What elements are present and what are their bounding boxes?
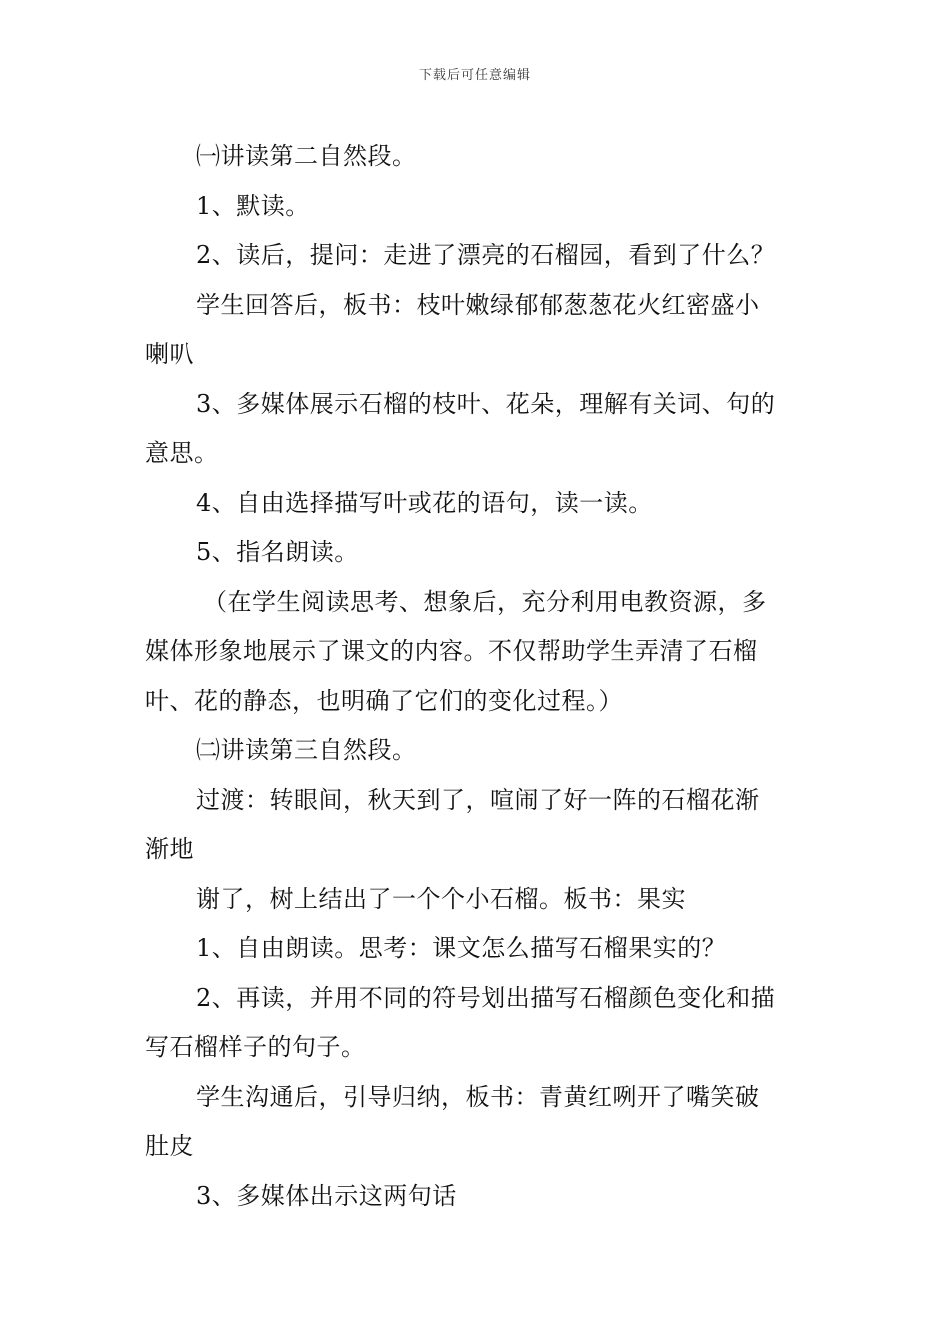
paragraph-line: 谢了，树上结出了一个个小石榴。板书：果实 <box>196 884 686 913</box>
paragraph-line: 3、多媒体出示这两句话 <box>196 1181 457 1210</box>
paragraph-line: 过渡：转眼间，秋天到了，喧闹了好一阵的石榴花渐 <box>196 785 760 814</box>
paragraph-line: 2、读后，提问：走进了漂亮的石榴园，看到了什么？ <box>196 241 776 269</box>
paragraph-line: 1、自由朗读。思考：课文怎么描写石榴果实的？ <box>196 934 727 962</box>
paragraph-line: 2、再读，并用不同的符号划出描写石榴颜色变化和描 <box>196 983 776 1012</box>
section-heading: ㈠讲读第二自然段。 <box>196 142 417 170</box>
paragraph-line: 渐地 <box>145 835 194 863</box>
paragraph-line: 喇叭 <box>145 340 194 368</box>
paragraph-line: （在学生阅读思考、想象后，充分利用电教资源，多 <box>203 587 767 616</box>
section-heading: ㈡讲读第三自然段。 <box>196 736 417 764</box>
paragraph-line: 写石榴样子的句子。 <box>145 1033 366 1061</box>
document-body <box>145 132 810 1221</box>
paragraph-line: 叶、花的静态，也明确了它们的变化过程。） <box>145 686 623 715</box>
paragraph-line: 5、指名朗读。 <box>196 538 359 566</box>
paragraph-line: 4、自由选择描写叶或花的语句，读一读。 <box>196 488 653 517</box>
paragraph-line: 3、多媒体展示石榴的枝叶、花朵，理解有关词、句的 <box>196 389 776 418</box>
page-header: 下载后可任意编辑 <box>418 68 531 83</box>
paragraph-line: 1、默读。 <box>196 191 310 220</box>
paragraph-line: 学生沟通后，引导归纳，板书：青黄红咧开了嘴笑破 <box>196 1082 760 1111</box>
paragraph-line: 媒体形象地展示了课文的内容。不仅帮助学生弄清了石榴 <box>145 637 758 665</box>
paragraph-line: 肚皮 <box>145 1132 194 1160</box>
paragraph-line: 意思。 <box>145 439 219 467</box>
paragraph-line: 学生回答后，板书：枝叶嫩绿郁郁葱葱花火红密盛小 <box>196 290 760 319</box>
